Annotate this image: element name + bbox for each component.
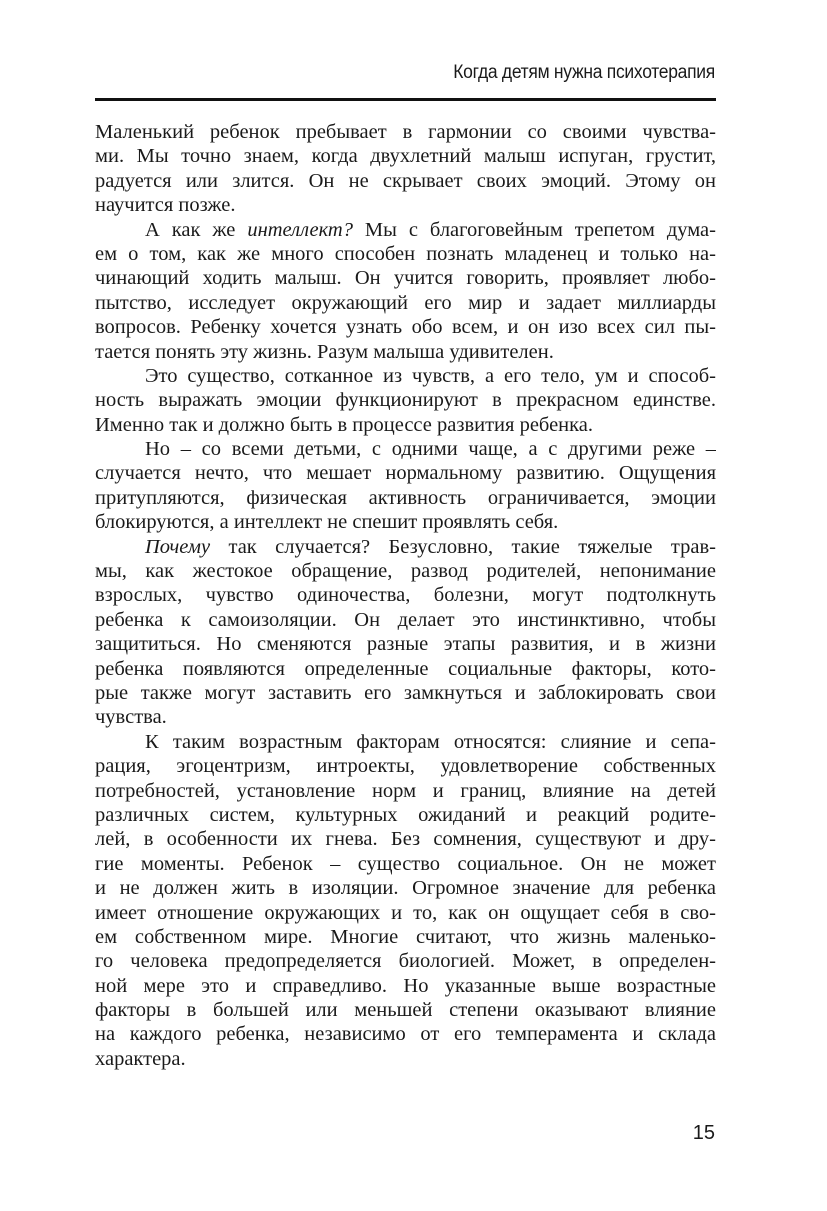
text-line: [95, 949, 716, 973]
text-segment: Мы с благоговейным трепетом дума-: [353, 218, 716, 241]
text-line: [95, 901, 716, 925]
italic-text: Почему: [145, 535, 211, 558]
text-line: [95, 413, 716, 437]
text-segment: ми. Мы точно знаем, когда двухлетний малыш испуган, грустит,: [95, 145, 716, 168]
text-segment: чувства.: [95, 706, 167, 729]
text-line: [95, 583, 716, 607]
text-segment: случается нечто, что мешает нормальному развитию. Ощущения: [95, 462, 716, 485]
text-line: [95, 218, 716, 242]
text-line: [95, 486, 716, 510]
text-line: [95, 388, 716, 412]
text-line: [95, 852, 716, 876]
text-line: [95, 925, 716, 949]
text-segment: Это существо, сотканное из чувств, а его тело, ум и способ-: [145, 364, 716, 387]
text-line: [95, 364, 716, 388]
text-segment: ребенка появляются определенные социальные факторы, кото-: [95, 657, 716, 680]
text-segment: факторы в большей или меньшей степени оказывают влияние: [95, 999, 716, 1022]
body-text: [95, 120, 716, 1071]
text-segment: го человека предопределяется биологией. Может, в определен-: [95, 950, 716, 973]
text-line: [95, 705, 716, 729]
text-segment: Именно так и должно быть в процессе развития ребенка.: [95, 413, 594, 436]
text-segment: научится позже.: [95, 194, 236, 217]
text-segment: рация, эгоцентризм, интроекты, удовлетворение собственных: [95, 755, 716, 778]
text-line: [95, 169, 716, 193]
text-segment: гие моменты. Ребенок – существо социальное. Он не может: [95, 852, 716, 875]
text-segment: так случается? Безусловно, такие тяжелые трав-: [210, 535, 716, 558]
text-line: [95, 242, 716, 266]
text-line: [95, 803, 716, 827]
text-line: [95, 974, 716, 998]
text-segment: защититься. Но сменяются разные этапы развития, и в жизни: [95, 633, 716, 656]
text-line: [95, 998, 716, 1022]
text-line: [95, 876, 716, 900]
text-segment: на каждого ребенка, независимо от его темперамента и склада: [95, 1023, 716, 1046]
text-line: [95, 144, 716, 168]
paragraph: [95, 120, 716, 218]
text-segment: К таким возрастным факторам относятся: слияние и сепа-: [145, 730, 716, 753]
text-segment: потребностей, установление норм и границ, влияние на детей: [95, 779, 716, 802]
text-line: [95, 730, 716, 754]
text-line: [95, 632, 716, 656]
paragraph: [95, 218, 716, 364]
text-segment: вопросов. Ребенку хочется узнать обо всем, и он изо всех сил пы-: [95, 316, 716, 339]
text-segment: Маленький ребенок пребывает в гармонии со своими чувства-: [95, 121, 716, 143]
paragraph: [95, 437, 716, 535]
text-segment: радуется или злится. Он не скрывает своих эмоций. Этому он: [95, 169, 716, 192]
page-number: 15: [692, 1122, 715, 1144]
text-line: [95, 754, 716, 778]
text-line: [95, 315, 716, 339]
text-segment: лей, в особенности их гнева. Без сомнения, существуют и дру-: [95, 828, 716, 851]
text-segment: ребенка к самоизоляции. Он делает это инстинктивно, чтобы: [95, 608, 716, 631]
text-segment: пытство, исследует окружающий его мир и задает миллиарды: [95, 291, 716, 314]
text-line: [95, 340, 716, 364]
text-line: [95, 681, 716, 705]
text-segment: взрослых, чувство одиночества, болезни, могут подтолкнуть: [95, 584, 716, 607]
text-segment: мы, как жестокое обращение, развод родителей, непонимание: [95, 560, 716, 583]
text-line: [95, 510, 716, 534]
text-line: [95, 535, 716, 559]
text-line: [95, 291, 716, 315]
text-segment: тается понять эту жизнь. Разум малыша удивителен.: [95, 340, 554, 363]
text-line: [95, 779, 716, 803]
text-line: [95, 1022, 716, 1046]
text-segment: притупляются, физическая активность ограничивается, эмоции: [95, 486, 716, 509]
text-segment: ной мере это и справедливо. Но указанные выше возрастные: [95, 974, 716, 997]
text-line: [95, 437, 716, 461]
text-segment: Но – со всеми детьми, с одними чаще, а с другими реже –: [145, 438, 716, 461]
text-line: [95, 827, 716, 851]
text-segment: рые также могут заставить его замкнуться и заблокировать свои: [95, 681, 716, 704]
text-line: [95, 193, 716, 217]
text-segment: различных систем, культурных ожиданий и реакций родите-: [95, 803, 716, 826]
text-segment: ем собственном мире. Многие считают, что жизнь маленько-: [95, 925, 716, 948]
text-segment: блокируются, а интеллект не спешит проявлять себя.: [95, 511, 559, 534]
paragraph: [95, 730, 716, 1071]
text-line: [95, 120, 716, 144]
text-segment: чинающий ходить малыш. Он учится говорить, проявляет любо-: [95, 267, 716, 290]
text-segment: и не должен жить в изоляции. Огромное значение для ребенка: [95, 877, 716, 900]
running-header: Когда детям нужна психотерапия: [453, 62, 715, 83]
text-line: [95, 461, 716, 485]
italic-text: интеллект?: [247, 218, 353, 241]
text-line: [95, 608, 716, 632]
text-line: [95, 657, 716, 681]
text-line: [95, 559, 716, 583]
text-line: [95, 1047, 716, 1071]
text-segment: характера.: [95, 1047, 186, 1070]
text-line: [95, 266, 716, 290]
paragraph: [95, 535, 716, 730]
text-segment: имеет отношение окружающих и то, как он ощущает себя в сво-: [95, 901, 716, 924]
text-segment: ность выражать эмоции функционируют в прекрасном единстве.: [95, 389, 716, 412]
text-segment: А как же: [145, 218, 248, 241]
text-segment: ем о том, как же много способен познать младенец и только на-: [95, 242, 716, 265]
header-rule: [95, 98, 716, 101]
paragraph: [95, 364, 716, 437]
